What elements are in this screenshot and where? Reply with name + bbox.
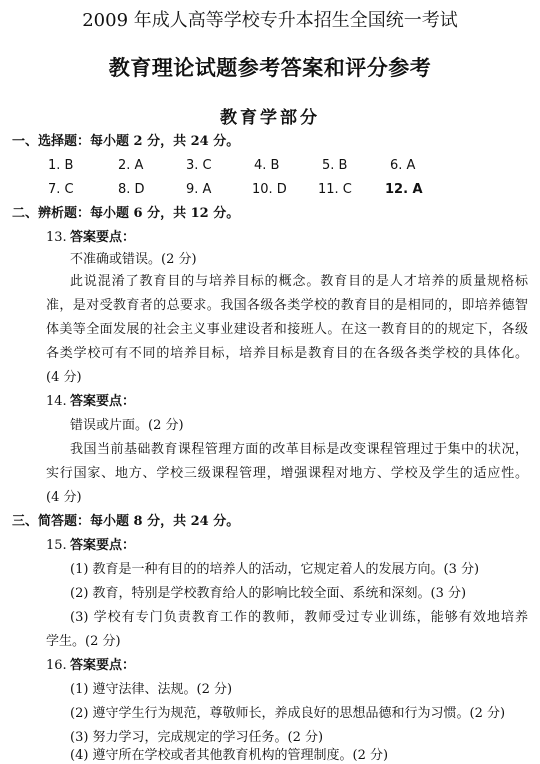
q13-paragraph-line-2: 准，是对受教育者的总要求。我国各级各类学校的教育目的是相同的，即培养德智 <box>46 298 528 313</box>
choice-answer-7: 7. C <box>48 182 74 197</box>
q15-point-1: (1) 教育是一种有目的的培养人的活动，它规定着人的发展方向。(3 分) <box>70 562 480 577</box>
answer-key-label-16: 答案要点： <box>70 658 136 673</box>
q16-point-3: (3) 努力学习，完成规定的学习任务。(2 分) <box>70 730 324 745</box>
section-heading-short-answer: 三、简答题：每小题 8 分，共 24 分。 <box>12 514 240 529</box>
q15-point-2: (2) 教育，特别是学校教育给人的影响比较全面、系统和深刻。(3 分) <box>70 586 467 601</box>
choice-answer-4: 4. B <box>254 158 280 173</box>
part-title: 教育学部分 <box>220 108 320 128</box>
choice-answer-8: 8. D <box>118 182 145 197</box>
answer-key-label-14: 答案要点： <box>70 394 136 409</box>
choice-answer-5: 5. B <box>322 158 348 173</box>
choice-answer-1: 1. B <box>48 158 74 173</box>
question-number-13: 13. <box>46 230 67 245</box>
choice-answer-6: 6. A <box>390 158 416 173</box>
question-number-16: 16. <box>46 658 67 673</box>
exam-title: 2009 年成人高等学校专升本招生全国统一考试 <box>82 10 458 31</box>
q15-point-3: (3) 学校有专门负责教育工作的教师，教师受过专业训练，能够有效地培养 <box>70 610 528 625</box>
q13-paragraph-line-1: 此说混淆了教育目的与培养目标的概念。教育目的是人才培养的质量规格标 <box>70 274 528 289</box>
q13-paragraph-line-4: 各类学校可有不同的培养目标，培养目标是教育目的在各级各类学校的具体化。 <box>46 346 528 361</box>
answer-key-label-15: 答案要点： <box>70 538 136 553</box>
q16-point-1: (1) 遵守法律、法规。(2 分) <box>70 682 233 697</box>
section-heading-choice: 一、选择题：每小题 2 分，共 24 分。 <box>12 134 240 149</box>
q13-verdict: 不准确或错误。(2 分) <box>70 252 197 267</box>
choice-answer-11: 11. C <box>318 182 352 197</box>
q14-paragraph-line-2: 实行国家、地方、学校三级课程管理，增强课程对地方、学校及学生的适应性。 <box>46 466 528 481</box>
choice-answer-9: 9. A <box>186 182 212 197</box>
q14-paragraph-line-1: 我国当前基础教育课程管理方面的改革目标是改变课程管理过于集中的状况， <box>70 442 528 457</box>
question-number-15: 15. <box>46 538 67 553</box>
document-title: 教育理论试题参考答案和评分参考 <box>108 55 432 80</box>
section-heading-analysis: 二、辨析题：每小题 6 分，共 12 分。 <box>12 206 240 221</box>
q14-verdict: 错误或片面。(2 分) <box>70 418 184 433</box>
q14-score: (4 分) <box>46 490 82 505</box>
q16-point-4: (4) 遵守所在学校或者其他教育机构的管理制度。(2 分) <box>70 748 389 763</box>
q13-score: (4 分) <box>46 370 82 385</box>
choice-answer-12: 12. A <box>385 182 423 197</box>
q16-point-2: (2) 遵守学生行为规范，尊敬师长，养成良好的思想品德和行为习惯。(2 分) <box>70 706 506 721</box>
choice-answer-10: 10. D <box>252 182 287 197</box>
answer-key-label-13: 答案要点： <box>70 230 136 245</box>
q15-point-3-continued: 学生。(2 分) <box>46 634 121 649</box>
choice-answer-2: 2. A <box>118 158 144 173</box>
q13-paragraph-line-3: 体美等全面发展的社会主义事业建设者和接班人。在这一教育目的的规定下，各级 <box>46 322 528 337</box>
question-number-14: 14. <box>46 394 67 409</box>
choice-answer-3: 3. C <box>186 158 212 173</box>
